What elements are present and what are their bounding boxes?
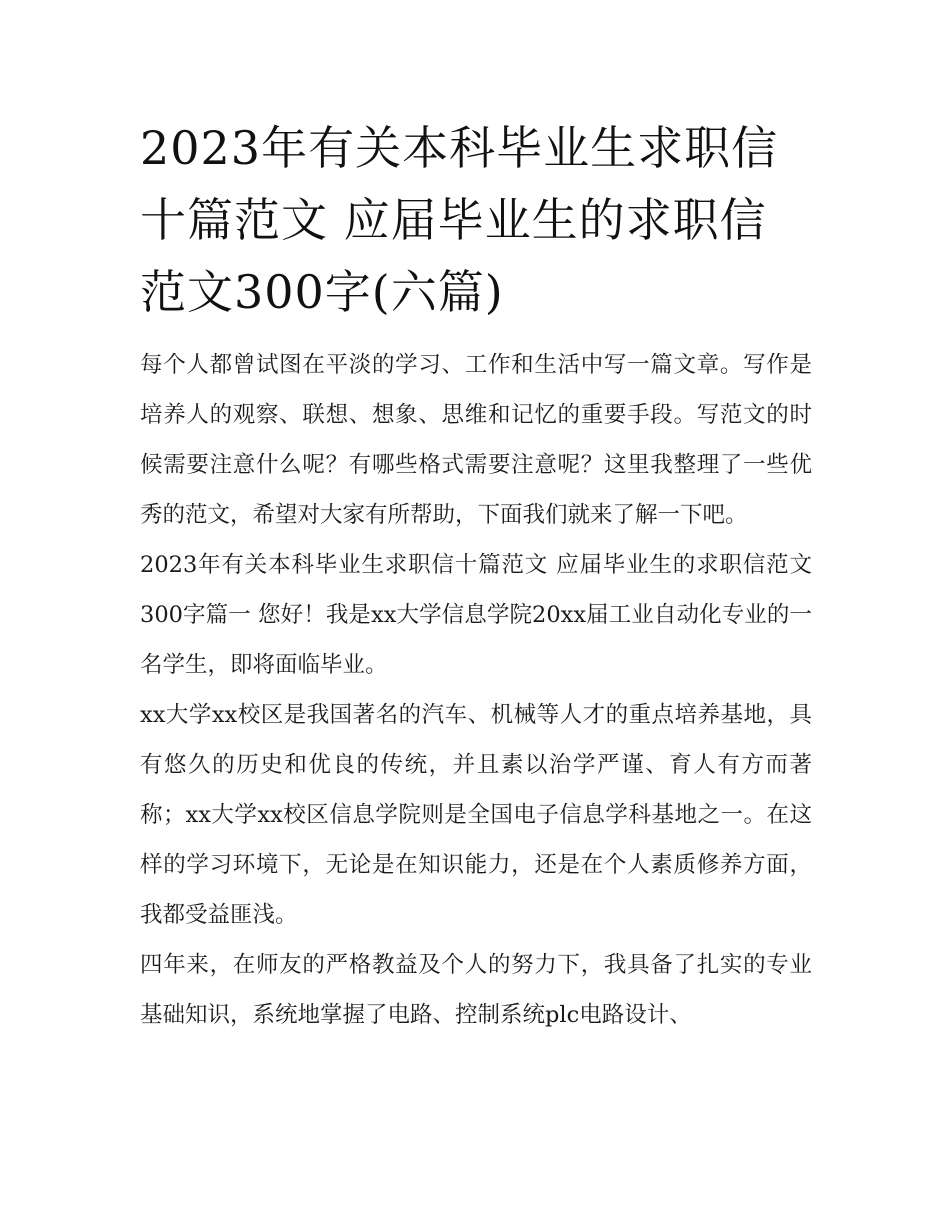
intro-paragraph: 每个人都曾试图在平淡的学习、工作和生活中写一篇文章。写作是培养人的观察、联想、想象、思维和记忆的重要手段。写范文的时候需要注意什么呢？有哪些格式需要注意呢？这里我整理了一些优秀的范文，希望对大家有所帮助，下面我们就来了解一下吧。 bbox=[140, 352, 812, 528]
university-paragraph: xx大学xx校区是我国著名的汽车、机械等人才的重点培养基地，具有悠久的历史和优良的传统，并且素以治学严谨、育人有方而著称；xx大学xx校区信息学院则是全国电子信息学科基地之一。在这样的学习环境下，无论是在知识能力，还是在个人素质修养方面，我都受益匪浅。 bbox=[140, 702, 812, 928]
letter-opening-paragraph: 2023年有关本科毕业生求职信十篇范文 应届毕业生的求职信范文300字篇一 您好！我是xx大学信息学院20xx届工业自动化专业的一名学生，即将面临毕业。 bbox=[140, 552, 812, 678]
document-content bbox=[140, 112, 812, 1040]
document-body bbox=[140, 340, 812, 1040]
document-title: 2023年有关本科毕业生求职信十篇范文 应届毕业生的求职信范文300字(六篇) bbox=[140, 121, 779, 319]
study-paragraph: 四年来，在师友的严格教益及个人的努力下，我具备了扎实的专业基础知识，系统地掌握了电路、控制系统plc电路设计、 bbox=[140, 952, 812, 1028]
